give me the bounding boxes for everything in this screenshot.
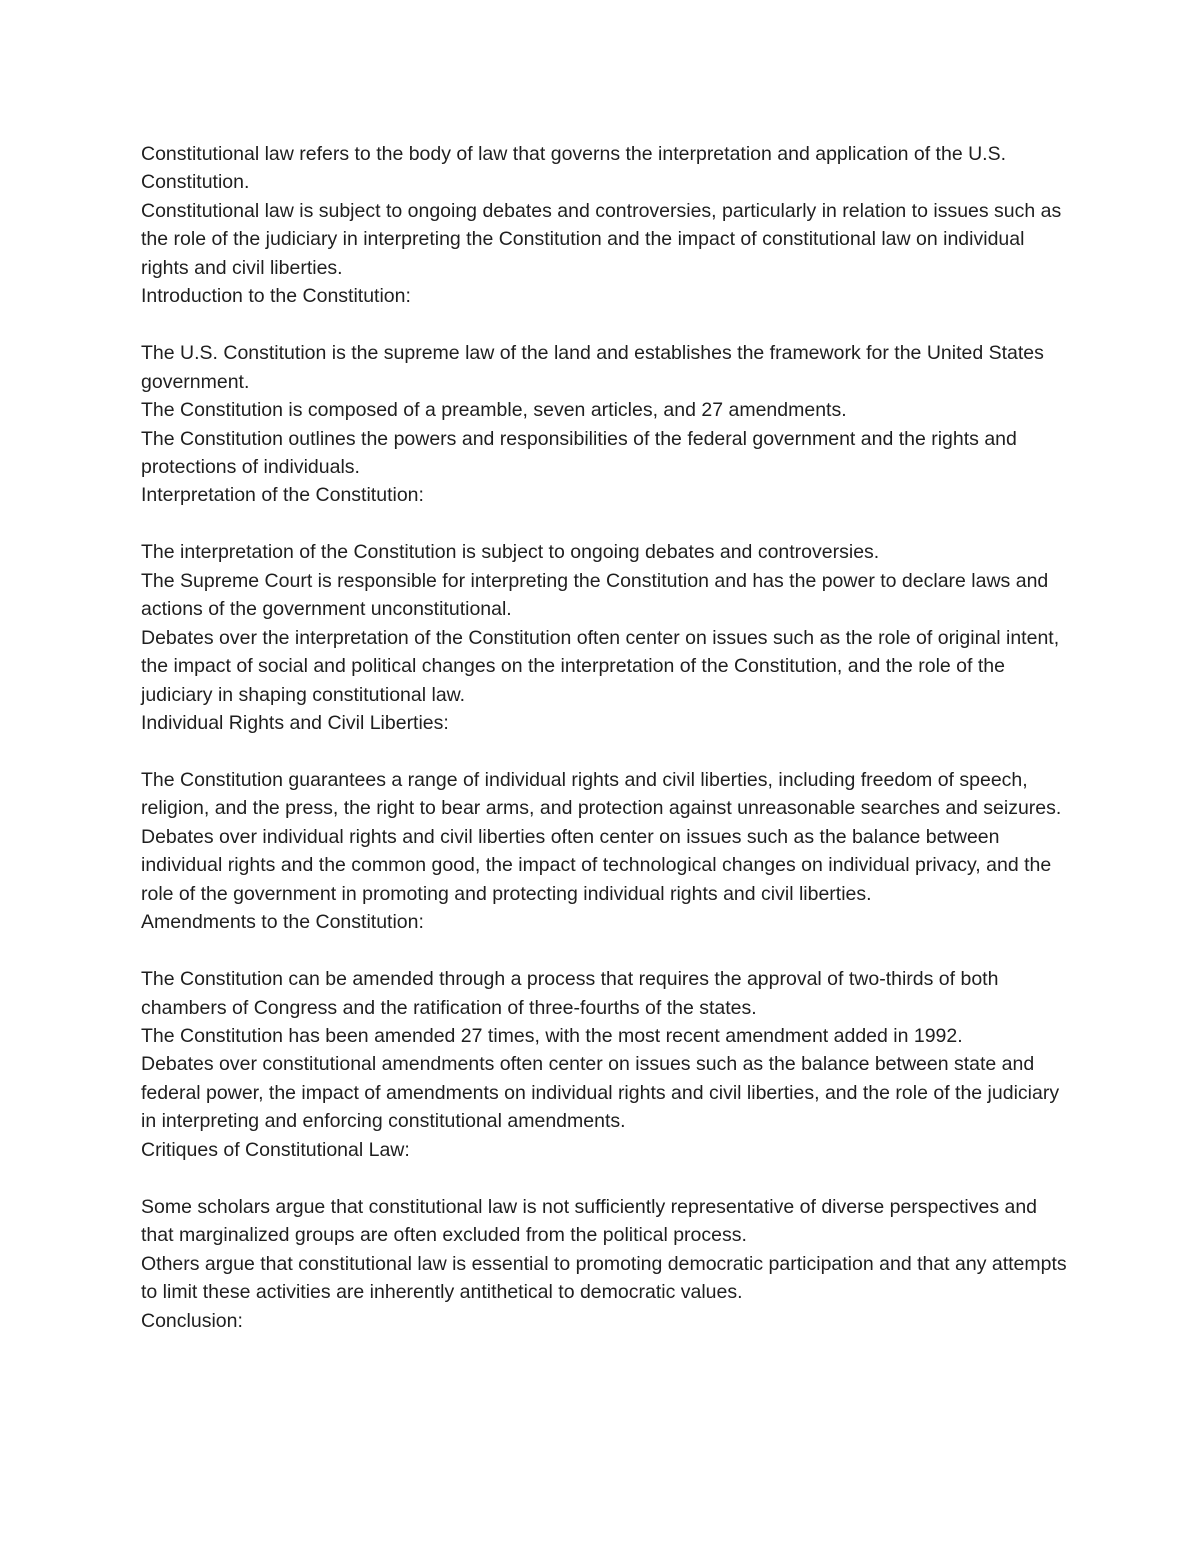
blank-line bbox=[141, 737, 1071, 765]
blank-line bbox=[141, 1164, 1071, 1192]
section-heading: Introduction to the Constitution: bbox=[141, 285, 411, 308]
section-heading: Individual Rights and Civil Liberties: bbox=[141, 712, 449, 735]
paragraph: Debates over the interpretation of the Constitution often center on issues such as the role of original intent, the impact of social and political changes on the interpretation of the Constitution, and the role of the judiciary in shaping constitutional law. bbox=[141, 626, 1060, 706]
document-body bbox=[141, 140, 1071, 1335]
section-heading: Interpretation of the Constitution: bbox=[141, 484, 424, 507]
blank-line bbox=[141, 937, 1071, 965]
paragraph: The U.S. Constitution is the supreme law of the land and establishes the framework for the United States government. bbox=[141, 342, 1044, 393]
paragraph: The Constitution guarantees a range of individual rights and civil liberties, including freedom of speech, religion, and the press, the right to bear arms, and protection against unreasonable searches and seizures. bbox=[141, 768, 1062, 820]
paragraph: Some scholars argue that constitutional law is not sufficiently representative of diverse perspectives and that marginalized groups are often excluded from the political process. bbox=[141, 1195, 1038, 1247]
section-heading: Amendments to the Constitution: bbox=[141, 911, 424, 934]
paragraph: The Constitution can be amended through a process that requires the approval of two-thirds of both chambers of Congress and the ratification of three-fourths of the states. bbox=[141, 968, 999, 1019]
blank-line bbox=[141, 510, 1071, 538]
paragraph: Constitutional law is subject to ongoing debates and controversies, particularly in relation to issues such as the role of the judiciary in interpreting the Constitution and the impact of constitutional law on individual rights and civil liberties. bbox=[141, 199, 1062, 279]
paragraph: Others argue that constitutional law is essential to promoting democratic participation and that any attempts to limit these activities are inherently antithetical to democratic values. bbox=[141, 1252, 1067, 1304]
paragraph: Constitutional law refers to the body of law that governs the interpretation and application of the U.S. Constitution. bbox=[141, 143, 1007, 194]
paragraph: The interpretation of the Constitution is subject to ongoing debates and controversies. bbox=[141, 541, 880, 564]
paragraph: The Supreme Court is responsible for interpreting the Constitution and has the power to declare laws and actions of the government unconstitutional. bbox=[141, 569, 1049, 621]
paragraph: The Constitution has been amended 27 times, with the most recent amendment added in 1992. bbox=[141, 1024, 963, 1047]
paragraph: Debates over individual rights and civil liberties often center on issues such as the balance between individual rights and the common good, the impact of technological changes on individual privacy, and the role of the government in promoting and protecting individual rights and civil liberties. bbox=[141, 825, 1052, 905]
section-heading: Critiques of Constitutional Law: bbox=[141, 1138, 410, 1161]
paragraph: Debates over constitutional amendments often center on issues such as the balance between state and federal power, the impact of amendments on individual rights and civil liberties, and the role of the judiciary in interpreting and enforcing constitutional amendments. bbox=[141, 1053, 1060, 1133]
section-heading: Conclusion: bbox=[141, 1309, 243, 1332]
paragraph: The Constitution outlines the powers and responsibilities of the federal government and the rights and protections of individuals. bbox=[141, 427, 1017, 478]
blank-line bbox=[141, 311, 1071, 339]
paragraph: The Constitution is composed of a preamble, seven articles, and 27 amendments. bbox=[141, 399, 847, 422]
